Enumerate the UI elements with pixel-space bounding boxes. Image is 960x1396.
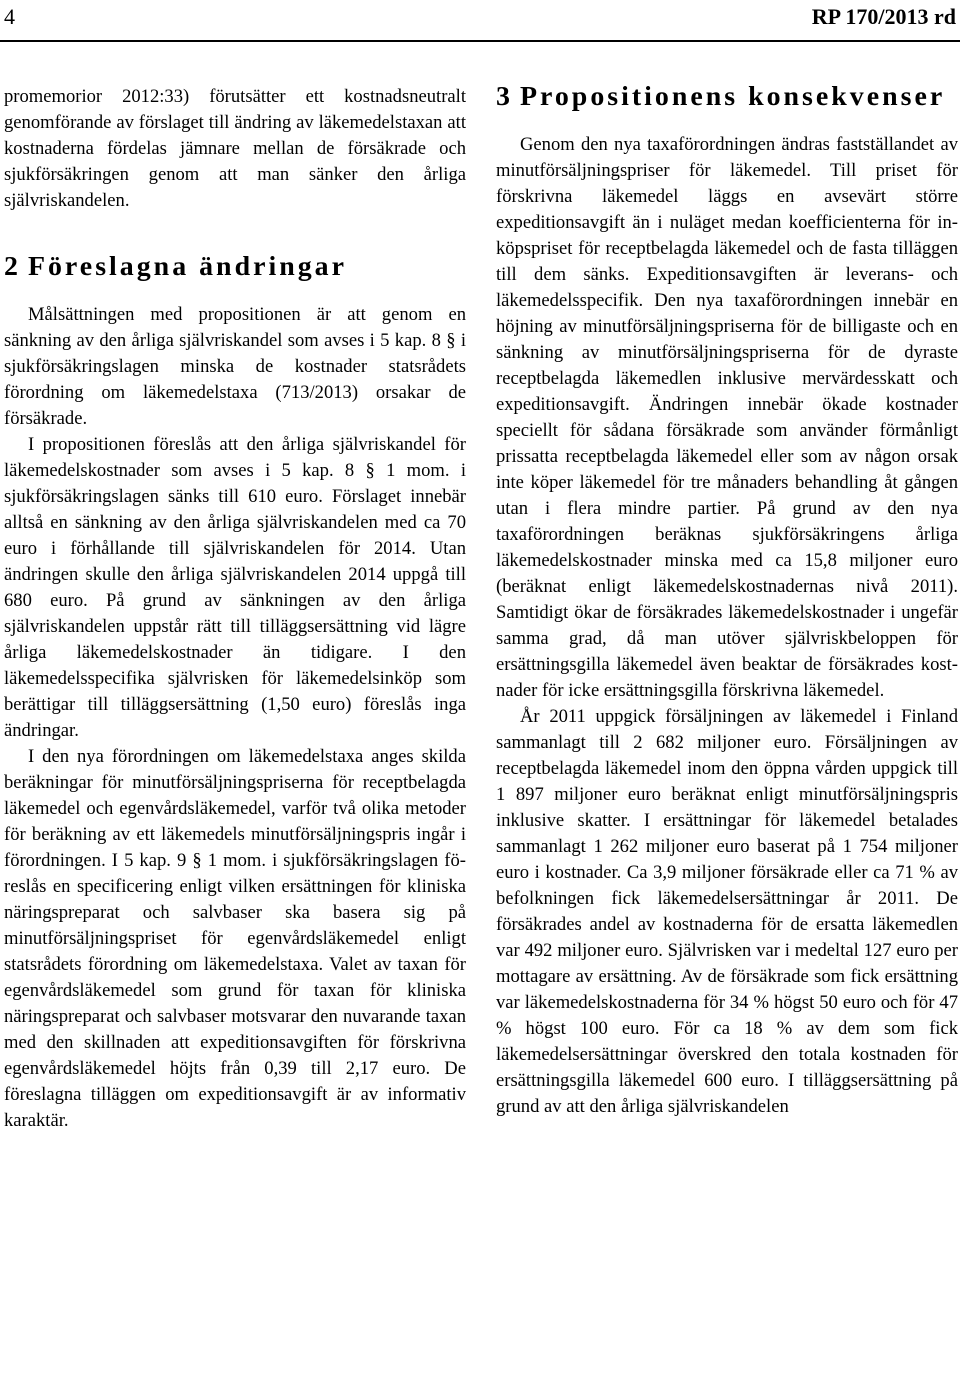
body-paragraph: I propositionen föreslås att den årliga självriskandel för läkemedelskostnader som avses i 5 kap. 8 § 1 mom. i sjukförsäkringslagen sänks till 610 euro. Förslaget innebär alltså en sänkning av den årliga självriskandelen med ca 70 euro i förhållande till självriskandelen för 2014. Utan ändringen skulle den årliga självriskandelen 2014 uppgå till 680 euro. På grund av sänkningen av den årliga självriskandelen uppstår rätt till tilläggsersättning vid lägre årliga läkemedelskostnader än tidigare. I den läkemedelsspecifika självrisken för läkemedelsinköp som berättigar till tilläggsersättning (1,50 euro) föreslås inga ändringar. <box>4 434 466 741</box>
section-title: Föreslagna ändringar <box>27 251 347 282</box>
section-heading-2 <box>4 251 466 282</box>
section-title: Propositionens konsekvenser <box>519 81 946 112</box>
section-heading-3 <box>496 81 958 112</box>
header-divider <box>0 40 960 42</box>
body-paragraph: Genom den nya taxaförordningen ändras fastställandet av minutförsäljningspriser för läkemedel. Till priset för förskrivna läkemedel läggs en avsevärt större expeditionsavgift än i nuläget medan koefficienterna för inköpspriset för receptbelagda läkemedel och de fasta tilläggen till dem sänks. Expeditionsavgiften är leverans- och läkemedelsspecifik. Den nya taxaförordningen innebär en höjning av minutförsäljningspriserna för de billigaste och en sänkning av minutförsäljningspriserna för de dyraste receptbelagda läkemedlen inklusive mervärdesskatt och expeditionsavgift. Ändringen innebär ökade kostnader speciellt för sådana försäkrade som använder förmånligt prissatta receptbelagda läkemedel eller som av någon orsak inte köper läkemedel för tre månaders behandling åt gången utan i flera mindre partier. På grund av den nya taxaförordningen beräknas sjukförsäkringens årliga läkemedelskostnader minska med ca 15,8 miljoner euro (beräknat enligt läkemedelskostnadernas nivå 2011). Samtidigt ökar de försäkrades läkemedelskostnader i ungefär samma grad, då man utöver självriskbeloppen för ersättningsgilla läkemedel även beaktar de försäkrades kostnader för icke ersättningsgilla förskrivna läkemedel. <box>496 134 958 701</box>
intro-paragraph: promemorior 2012:33) förutsätter ett kostnadsneutralt genomförande av förslaget till ändring av läkemedelstaxan att kostnaderna fördelas jämnare mellan de försäkrade och sjukförsäkringen genom att man sänker den årliga självriskandelen. <box>4 86 466 211</box>
body-paragraph: År 2011 uppgick försäljningen av läkemedel i Finland sammanlagt till 2 682 miljoner euro. Försäljningen av receptbelagda läkemedel inom den öppna vården uppgick till 1 897 miljoner euro beräknat enligt minutförsäljningspris inklusive skatter. I ersättningar för läkemedel betalades sammanlagt 1 262 miljoner euro baserat på 1 754 miljoner euro i kostnader. Ca 3,9 miljoner försäkrade eller ca 71 % av befolkningen fick läkemedelsersättningar år 2011. De försäkrades andel av kostnaderna för de ersatta läkemedlen var 492 miljoner euro. Självrisken var i medeltal 127 euro per mottagare av ersättning. Av de försäkrade som fick ersättning var läkemedelskostnaderna för 34 % högst 50 euro och för 47 % högst 100 euro. För ca 18 % av dem som fick läkemedelsersättningar överskred den totala kostnaden för ersättningsgilla läkemedel 600 euro. I tilläggsersättning på grund av att den årliga självriskandelen <box>496 706 958 1117</box>
left-column <box>4 84 466 1134</box>
page-number: 4 <box>4 4 15 29</box>
section-number: 3 <box>496 81 510 112</box>
right-column <box>496 81 958 1120</box>
section-number: 2 <box>4 251 18 282</box>
document-title: RP 170/2013 rd <box>811 4 956 29</box>
body-paragraph: Målsättningen med propositionen är att genom en sänkning av den årliga självriskandel som avses i 5 kap. 8 § i sjukförsäkringslagen minska de kostnader statsrådets förordning om läkemedelstaxa (713/2013) orsakar de försäkrade. <box>4 304 466 429</box>
body-paragraph: I den nya förordningen om läkemedelstaxa anges skilda beräkningar för minutförsäljningspriserna för receptbelagda läkemedel och egenvårdsläkemedel, varför två olika metoder för beräkning av ett läkemedels minutförsäljningspris ingår i förordningen. I 5 kap. 9 § 1 mom. i sjukförsäkringslagen föreslås en specificering enligt vilken ersättningen för kliniska näringspreparat och salvbaser ska basera sig på minutförsäljningspriset för egenvårdsläkemedel enligt statsrådets förordning om läkemedelstaxa. Valet av taxan för egenvårdsläkemedel som grund för taxan för kliniska näringspreparat och salvbaser motsvarar den nuvarande taxan med den skillnaden att expeditionsavgiften för förskrivna egenvårdsläkemedel höjts från 0,39 till 2,17 euro. De föreslagna tilläggen om expeditionsavgift är av informativ karaktär. <box>4 746 466 1131</box>
